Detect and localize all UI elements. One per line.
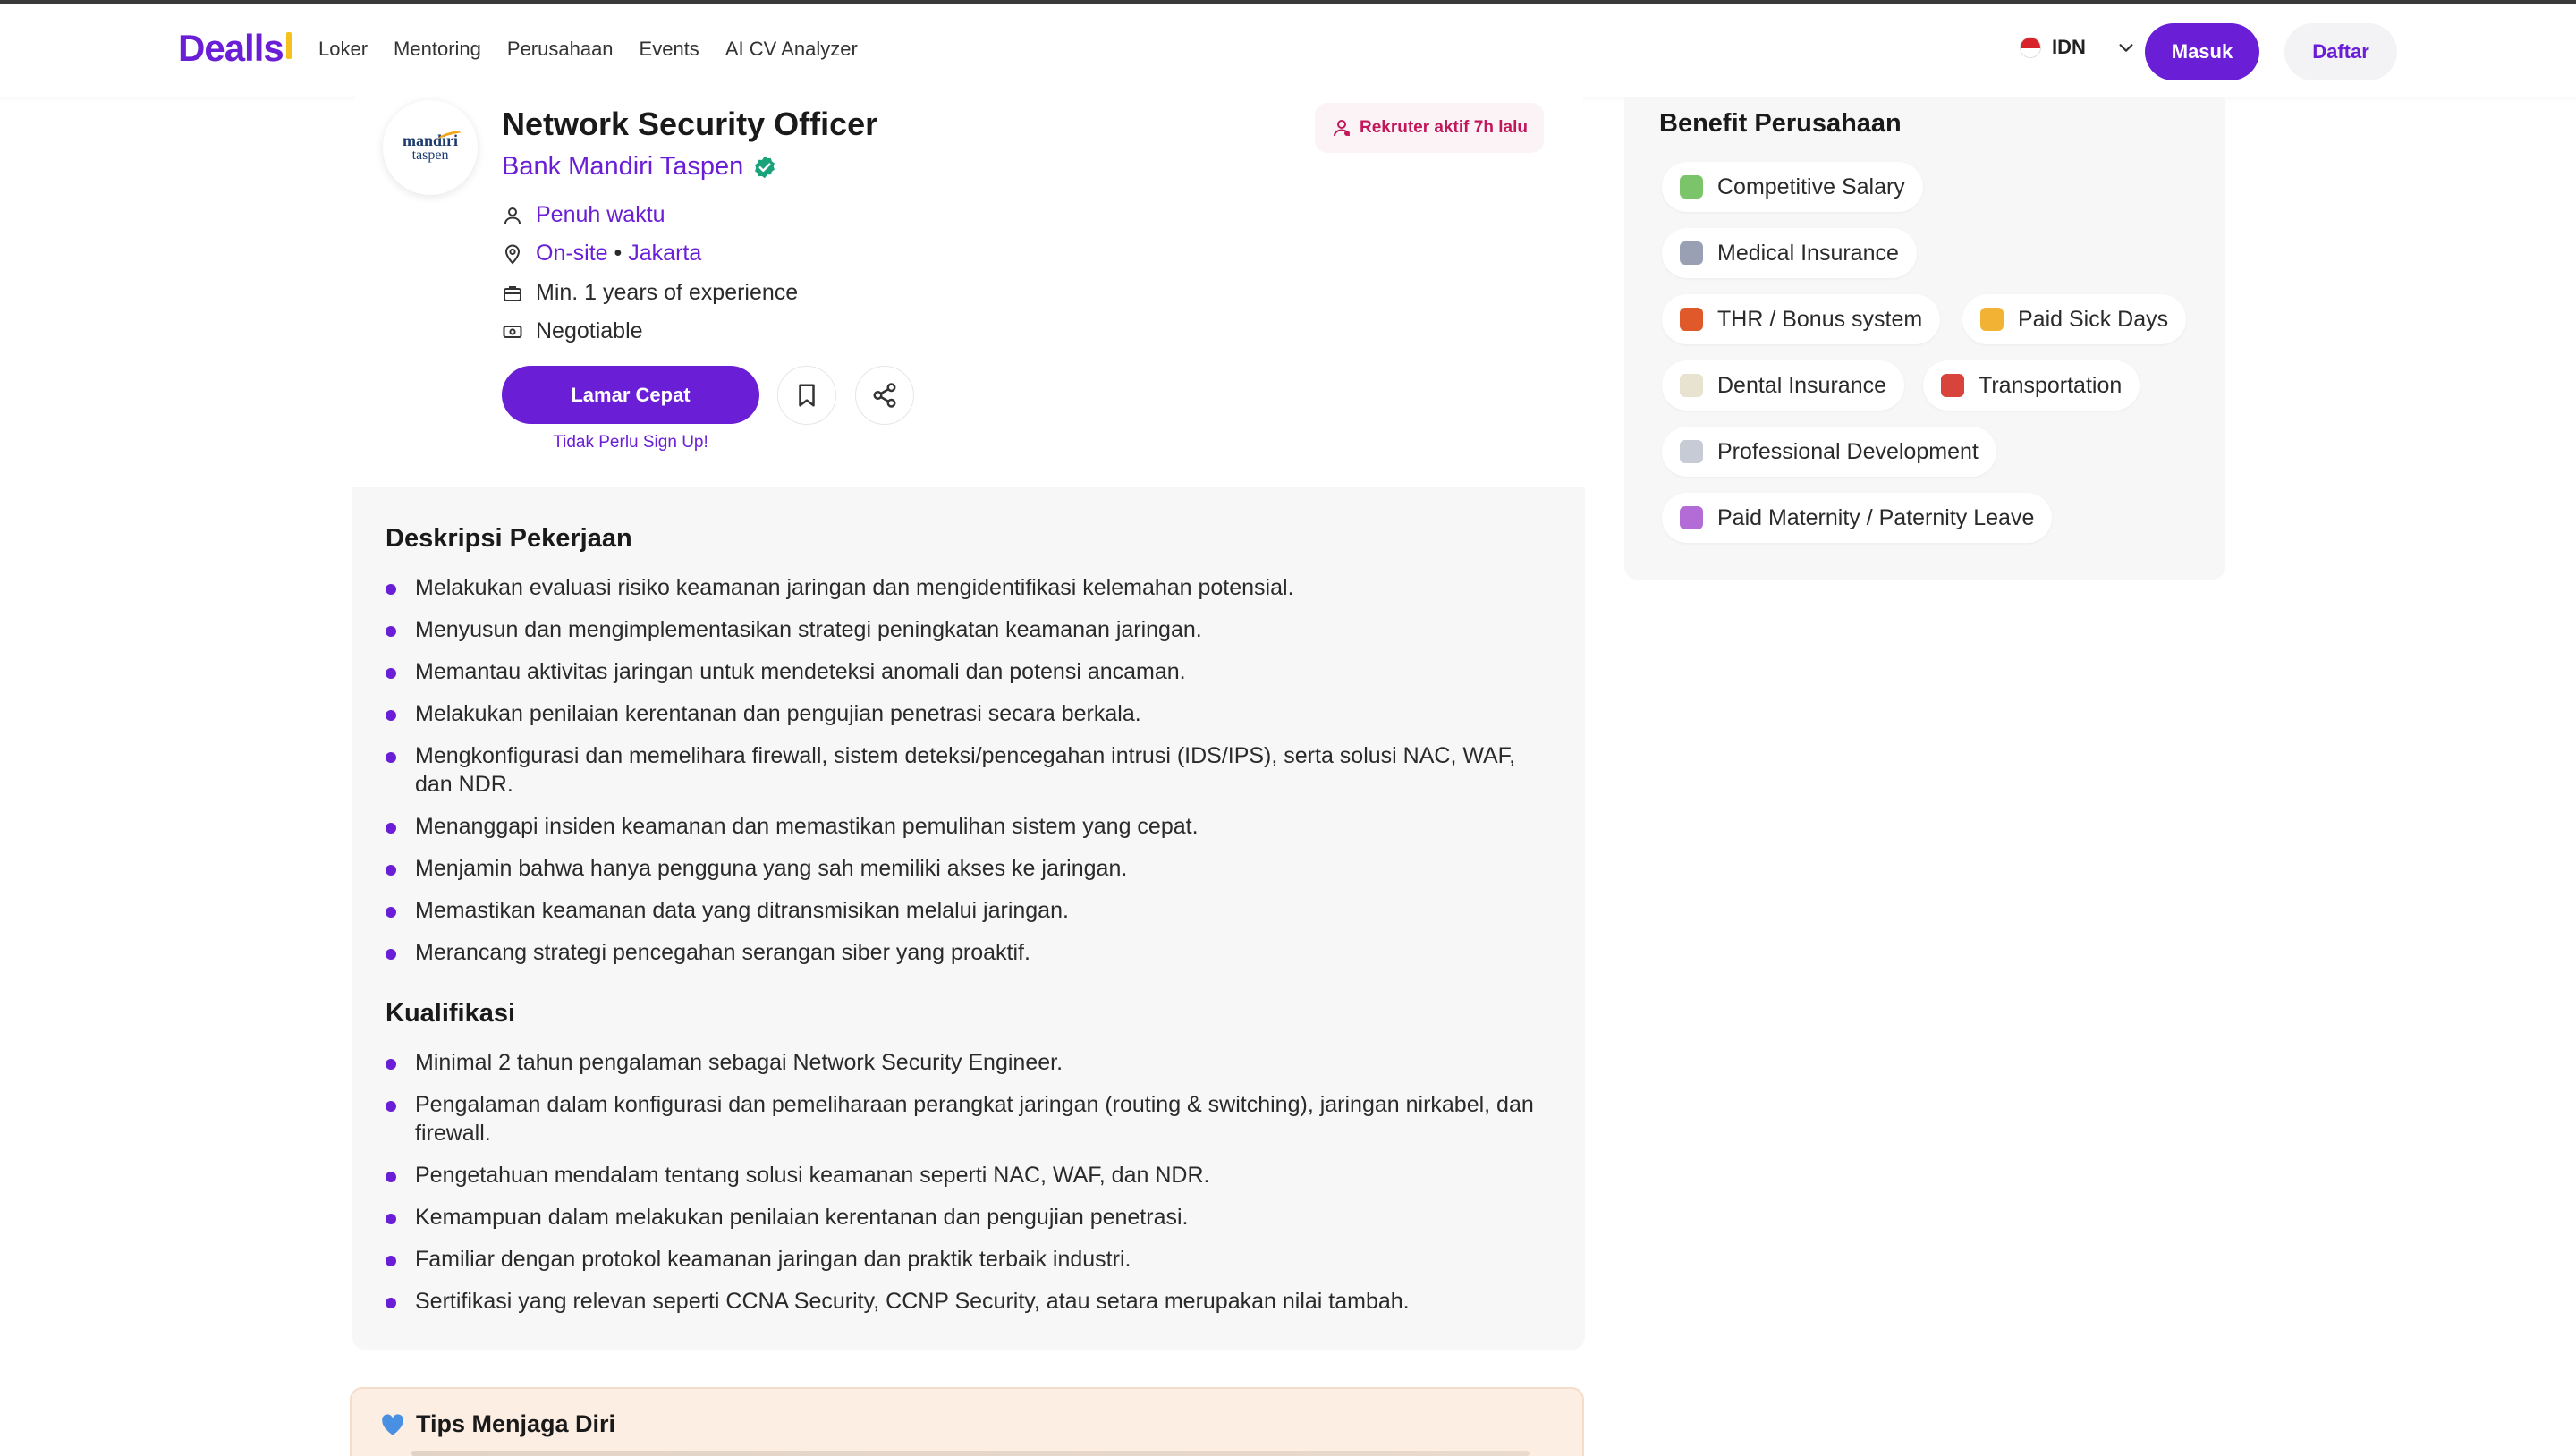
- car-icon: [1941, 374, 1964, 397]
- benefit-chip: Paid Sick Days: [1962, 294, 2186, 344]
- bookmark-button[interactable]: [777, 366, 836, 425]
- chart-icon: [1680, 440, 1703, 463]
- tooth-icon: [1680, 374, 1703, 397]
- list-item: Memastikan keamanan data yang ditransmisikan melalui jaringan.: [386, 896, 1557, 925]
- signup-button[interactable]: Daftar: [2284, 23, 2397, 80]
- money-icon: [502, 321, 523, 343]
- hospital-icon: [1680, 241, 1703, 265]
- pregnant-icon: [1680, 506, 1703, 529]
- list-item: Melakukan evaluasi risiko keamanan jaringan dan mengidentifikasi kelemahan potensial.: [386, 573, 1557, 602]
- nav-perusahaan[interactable]: Perusahaan: [506, 38, 614, 60]
- company-logo[interactable]: mandiri taspen: [383, 100, 478, 195]
- list-item: Minimal 2 tahun pengalaman sebagai Network Security Engineer.: [386, 1048, 1557, 1077]
- list-item: Familiar dengan protokol keamanan jaringan dan praktik terbaik industri.: [386, 1245, 1557, 1274]
- pill-icon: [1980, 308, 2004, 331]
- list-item: Menjamin bahwa hanya pengguna yang sah memiliki akses ke jaringan.: [386, 854, 1557, 883]
- nav-mentoring[interactable]: Mentoring: [394, 38, 481, 60]
- benefit-chip: Dental Insurance: [1662, 360, 1904, 411]
- benefit-chip: Medical Insurance: [1662, 228, 1917, 278]
- list-item: Mengkonfigurasi dan memelihara firewall, sistem deteksi/pencegahan intrusi (IDS/IPS), serta solusi NAC, WAF, dan NDR.: [386, 741, 1557, 799]
- bookmark-icon: [793, 382, 820, 409]
- benefit-chip: Transportation: [1923, 360, 2140, 411]
- nav-events[interactable]: Events: [639, 38, 699, 60]
- money-icon: [1680, 175, 1703, 199]
- benefits-heading: Benefit Perusahaan: [1659, 109, 1902, 138]
- person-icon: [502, 205, 523, 226]
- quick-apply-button[interactable]: Lamar Cepat: [502, 366, 759, 424]
- gift-icon: [1680, 308, 1703, 331]
- benefit-chip: THR / Bonus system: [1662, 294, 1940, 344]
- logo-mark: [286, 32, 292, 59]
- person-icon: [1331, 117, 1352, 139]
- site-header: [0, 4, 2576, 97]
- benefit-chip: Competitive Salary: [1662, 162, 1923, 212]
- language-selector[interactable]: [2020, 36, 2136, 59]
- location-pin-icon: [502, 243, 523, 265]
- list-item: Kemampuan dalam melakukan penilaian kerentanan dan pengujian penetrasi.: [386, 1203, 1557, 1232]
- language-label: IDN: [2052, 36, 2086, 58]
- description-heading: Deskripsi Pekerjaan: [386, 524, 632, 553]
- meta-separator: •: [614, 241, 623, 266]
- list-item: Merancang strategi pencegahan serangan siber yang proaktif.: [386, 938, 1557, 967]
- list-item: Menanggapi insiden keamanan dan memastikan pemulihan sistem yang cepat.: [386, 812, 1557, 841]
- list-item: Pengetahuan mendalam tentang solusi keamanan seperti NAC, WAF, dan NDR.: [386, 1161, 1557, 1189]
- briefcase-icon: [502, 283, 523, 304]
- list-item: Memantau aktivitas jaringan untuk mendeteksi anomali dan potensi ancaman.: [386, 657, 1557, 686]
- description-list: [386, 573, 1557, 980]
- experience-row: [502, 280, 798, 306]
- safety-tips-heading: Tips Menjaga Diri: [380, 1410, 615, 1438]
- list-item: Pengalaman dalam konfigurasi dan pemeliharaan perangkat jaringan (routing & switching), jaringan nirkabel, dan firewall.: [386, 1090, 1557, 1147]
- no-signup-note: Tidak Perlu Sign Up!: [553, 433, 708, 452]
- salary-text: Negotiable: [536, 318, 643, 343]
- job-title: Network Security Officer: [502, 106, 878, 142]
- nav-ai-cv-analyzer[interactable]: AI CV Analyzer: [724, 38, 858, 60]
- blue-heart-icon: [380, 1413, 405, 1436]
- location-row: [502, 241, 701, 267]
- benefit-chip: Paid Maternity / Paternity Leave: [1662, 493, 2052, 543]
- list-item: Menyusun dan mengimplementasikan strategi peningkatan keamanan jaringan.: [386, 615, 1557, 644]
- verified-badge-icon: [752, 155, 777, 180]
- company-name-link[interactable]: Bank Mandiri Taspen: [502, 152, 777, 182]
- location-link[interactable]: Jakarta: [628, 241, 702, 266]
- list-item: Melakukan penilaian kerentanan dan pengujian penetrasi secara berkala.: [386, 699, 1557, 728]
- list-item: Sertifikasi yang relevan seperti CCNA Security, CCNP Security, atau setara merupakan nilai tambah.: [386, 1287, 1557, 1316]
- salary-row: [502, 318, 643, 344]
- qualifications-heading: Kualifikasi: [386, 999, 516, 1028]
- main-nav: [318, 38, 858, 61]
- benefit-chip: Professional Development: [1662, 427, 1996, 477]
- login-button[interactable]: Masuk: [2145, 23, 2259, 80]
- qualifications-list: [386, 1048, 1557, 1329]
- work-mode-link[interactable]: On-site: [536, 241, 608, 266]
- employment-type-link[interactable]: Penuh waktu: [536, 202, 665, 227]
- indonesia-flag-icon: [2020, 37, 2041, 58]
- share-icon: [871, 382, 898, 409]
- share-button[interactable]: [855, 366, 914, 425]
- employment-type-row: [502, 202, 665, 228]
- dealls-logo[interactable]: Dealls: [178, 27, 292, 70]
- experience-text: Min. 1 years of experience: [536, 280, 799, 305]
- chevron-down-icon: [2116, 38, 2136, 57]
- tips-text-cutoff: [411, 1451, 1530, 1456]
- recruiter-status-badge: Rekruter aktif 7h lalu: [1315, 103, 1544, 153]
- nav-loker[interactable]: Loker: [318, 38, 369, 60]
